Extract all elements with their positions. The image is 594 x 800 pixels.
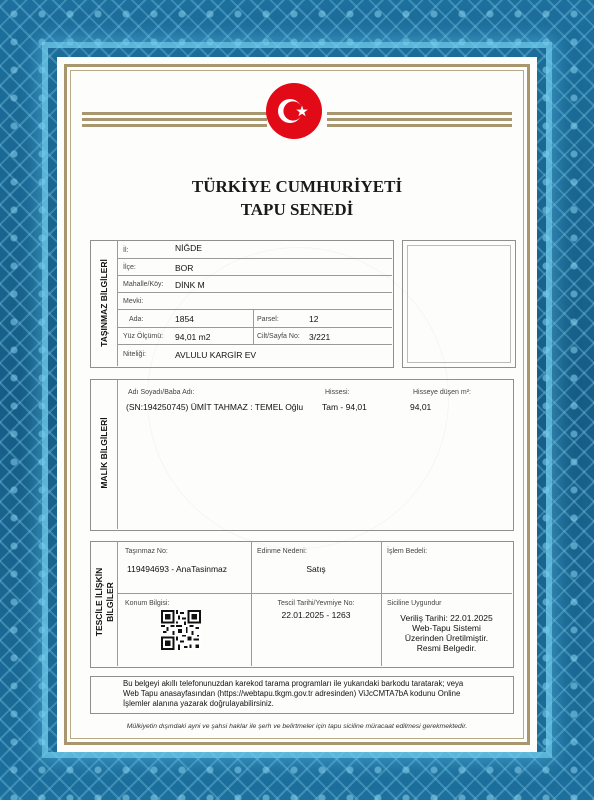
sicil-line-1: Veriliş Tarihi: 22.01.2025 — [400, 613, 493, 623]
turkish-flag-icon — [266, 83, 322, 139]
tescil-section-title-2: BİLGİLER — [105, 582, 115, 622]
col-line — [253, 309, 254, 344]
niteligi-label: Niteliği: — [123, 351, 146, 358]
tasinmaz-section-title: TAŞINMAZ BİLGİLERİ — [99, 259, 109, 347]
header-band-right-1 — [327, 112, 512, 115]
cilt-label: Cilt/Sayfa No: — [257, 333, 300, 340]
edinme-label: Edinme Nedeni: — [257, 548, 307, 555]
mahalle-label: Mahalle/Köy: — [123, 281, 164, 288]
row-line — [117, 309, 392, 310]
document-title: TÜRKİYE CUMHURİYETİ — [191, 177, 403, 196]
tasinmaz-no-label: Taşınmaz No: — [125, 548, 168, 555]
cilt-value: 3/221 — [309, 332, 331, 342]
adsoyad-label: Adı Soyadı/Baba Adı: — [128, 389, 195, 396]
notice-line-2: Web Tapu anasayfasından (https://webtapu.tkgm.gov.tr adresinden) ViJcCMTA7bA kodunu Online — [123, 689, 461, 698]
mahalle-value: DİNK M — [175, 280, 205, 290]
header-band-right-2 — [327, 118, 512, 121]
islem-bedeli-label: İşlem Bedeli: — [387, 548, 428, 555]
hisse-m2-label: Hisseye düşen m²: — [413, 389, 471, 396]
hisse-label: Hissesi: — [325, 389, 350, 396]
hisse-value: Tam - 94,01 — [322, 402, 367, 412]
header-band-left-3 — [82, 124, 267, 127]
mevki-label: Mevki: — [123, 298, 144, 305]
yuzolcum-label: Yüz Ölçümü: — [123, 333, 164, 340]
sicil-label: Siciline Uygundur — [387, 600, 442, 607]
niteligi-value: AVLULU KARGİR EV — [175, 350, 257, 360]
ilce-value: BOR — [175, 263, 194, 273]
tescil-tarihi-value: 22.01.2025 - 1263 — [281, 610, 351, 620]
header-band-left-2 — [82, 118, 267, 121]
konum-label: Konum Bilgisi: — [125, 600, 170, 607]
tescil-section-title-1: TESCİLE İLİŞKİN — [94, 567, 104, 637]
malik-section-title: MALİK BİLGİLERİ — [99, 417, 109, 489]
qr-code-icon[interactable] — [161, 610, 201, 650]
sicil-line-2: Web-Tapu Sistemi — [412, 623, 481, 633]
hisse-m2-value: 94,01 — [410, 402, 432, 412]
row-line — [117, 327, 392, 328]
sicil-line-4: Resmi Belgedir. — [416, 643, 477, 653]
deed-paper — [57, 57, 537, 752]
row-line — [117, 275, 392, 276]
header-band-left-1 — [82, 112, 267, 115]
malik-divider — [117, 379, 118, 529]
ada-label: Ada: — [129, 316, 144, 323]
tescil-row-line — [117, 593, 512, 594]
photo-frame-inner — [407, 245, 511, 363]
il-value: NİĞDE — [175, 243, 202, 253]
tescil-tarihi-label: Tescil Tarihi/Yevmiye No: — [277, 600, 355, 607]
row-line — [117, 292, 392, 293]
ada-value: 1854 — [175, 314, 194, 324]
row-line — [117, 258, 392, 259]
header-band-right-3 — [327, 124, 512, 127]
notice-line-3: İşlemler alanına yazarak doğrulayabilirsiniz. — [123, 699, 274, 708]
parsel-value: 12 — [309, 314, 319, 324]
edinme-value: Satış — [306, 564, 326, 574]
notice-line-1: Bu belgeyi akıllı telefonunuzdan karekod tarama programları ile yukarıdaki barkodu taratarak; veya — [123, 679, 464, 688]
sicil-line-3: Üzerinden Üretilmiştir. — [404, 633, 489, 643]
parsel-label: Parsel: — [257, 316, 279, 323]
footer-note: Mülkiyetin dışındaki ayni ve şahsi haklar ile şerh ve belirtmeler için tapu siciline müracaat edilmesi gerekmektedir. — [126, 723, 468, 730]
tasinmaz-no-value: 119494693 - AnaTasinmaz — [127, 564, 228, 574]
row-line — [117, 344, 392, 345]
document-subtitle: TAPU SENEDİ — [240, 200, 354, 219]
ilce-label: İlçe: — [123, 264, 136, 271]
tescil-divider — [117, 541, 118, 666]
adsoyad-value: (SN:194250745) ÜMİT TAHMAZ : TEMEL Oğlu — [126, 402, 304, 412]
yuzolcum-value: 94,01 m2 — [175, 332, 211, 342]
il-label: İl: — [123, 247, 129, 254]
